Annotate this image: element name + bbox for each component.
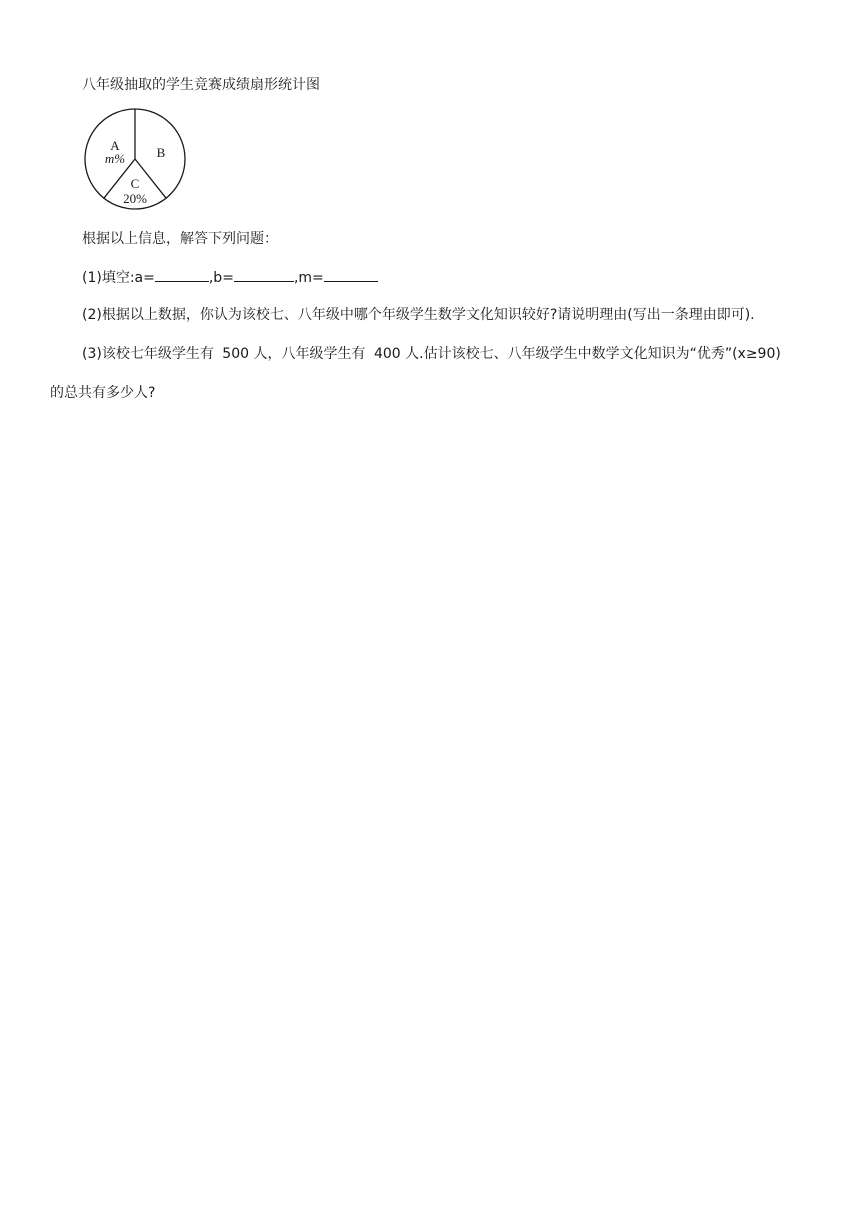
blank-m: [324, 268, 378, 282]
slice-c-label: C: [130, 176, 140, 191]
q1-m-label: ,m=: [293, 270, 324, 286]
blank-a: [155, 268, 209, 282]
q1-prefix: (1)填空:a=: [82, 270, 155, 286]
slice-c-value: 20%: [123, 191, 147, 206]
q3-grade8-count: 400: [373, 346, 401, 362]
q3-part3: 人.估计该校七、八年级学生中数学文化知识为“优秀”(x≥90): [405, 346, 781, 362]
blank-b: [234, 268, 294, 282]
question-3: [82, 345, 781, 363]
q3-part1: (3)该校七年级学生有: [82, 346, 214, 362]
pie-chart: [82, 106, 190, 214]
q1-b-label: ,b=: [208, 270, 234, 286]
q3-part2: 人，八年级学生有: [253, 346, 366, 362]
intro-text: 根据以上信息，解答下列问题：: [82, 231, 278, 247]
question-3-continued: 的总共有多少人?: [50, 385, 156, 401]
question-2: (2)根据以上数据，你认为该校七、八年级中哪个年级学生数学文化知识较好?请说明理由(写出一条理由即可).: [82, 307, 755, 323]
q3-grade7-count: 500: [222, 346, 250, 362]
question-1: [82, 268, 378, 287]
slice-a-value: m%: [104, 151, 126, 166]
chart-title: 八年级抽取的学生竞赛成绩扇形统计图: [82, 77, 320, 93]
slice-a-label: A: [110, 138, 120, 153]
slice-b-label: B: [156, 145, 166, 160]
